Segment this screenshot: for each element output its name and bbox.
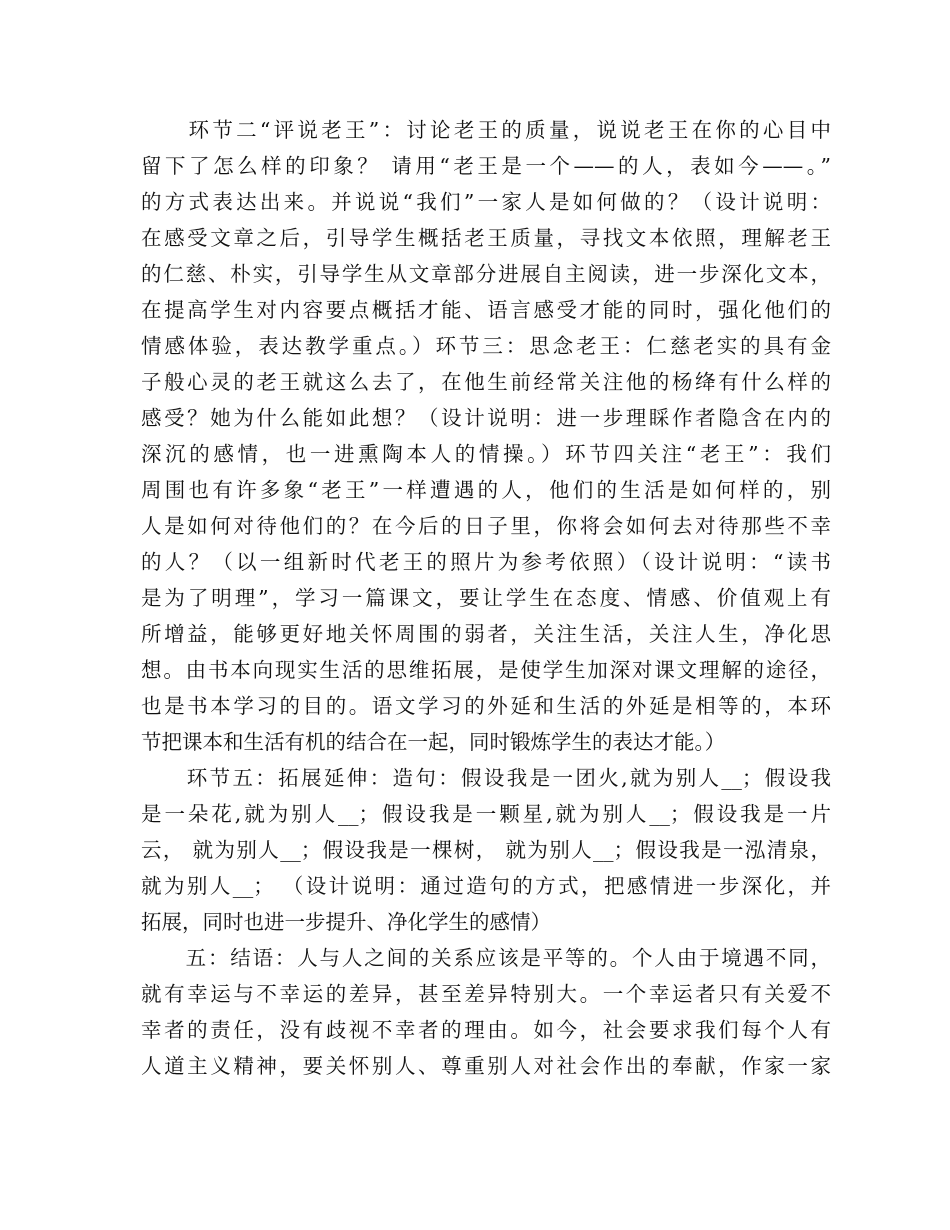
text-line: 的仁慈、朴实，引导学生从文章部分进展自主阅读，进一步深化文本， <box>141 262 831 286</box>
text-line: 拓展，同时也进一步提升、净化学生的感情） <box>141 910 551 934</box>
paragraph-segment-two <box>141 112 831 760</box>
text-line: 云， 就为别人__；假设我是一棵树， 就为别人__；假设我是一泓清泉， <box>141 838 831 862</box>
text-line: 的人？（以一组新时代老王的照片为参考依照）（设计说明：“读书 <box>141 550 831 574</box>
text-line: 周围也有许多象“老王”一样遭遇的人，他们的生活是如何样的，别 <box>141 478 831 502</box>
text-line: 环节二“评说老王”：讨论老王的质量，说说老王在你的心目中 <box>141 118 831 142</box>
text-line: 是一朵花,就为别人__；假设我是一颗星,就为别人__；假设我是一片 <box>141 802 831 826</box>
text-line: 人道主义精神，要关怀别人、尊重别人对社会作出的奉献，作家一家 <box>141 1054 831 1078</box>
text-line: 就有幸运与不幸运的差异，甚至差异特别大。一个幸运者只有关爱不 <box>141 982 831 1006</box>
text-line: 在提高学生对内容要点概括才能、语言感受才能的同时，强化他们的 <box>141 298 831 322</box>
text-line: 的方式表达出来。并说说“我们”一家人是如何做的？（设计说明： <box>141 190 831 214</box>
text-line: 节把课本和生活有机的结合在一起，同时锻炼学生的表达才能。） <box>141 730 726 754</box>
text-line: 感受？她为什么能如此想？（设计说明：进一步理睬作者隐含在内的 <box>141 406 831 430</box>
text-line: 是为了明理”，学习一篇课文，要让学生在态度、情感、价值观上有 <box>141 586 831 610</box>
paragraph-segment-five <box>141 760 831 940</box>
text-line: 留下了怎么样的印象？ 请用“老王是一个——的人，表如今——。” <box>141 154 831 178</box>
text-line: 人是如何对待他们的？在今后的日子里，你将会如何去对待那些不幸 <box>141 514 831 538</box>
text-line: 就为别人__； （设计说明：通过造句的方式，把感情进一步深化，并 <box>141 874 831 898</box>
paragraph-conclusion <box>141 940 831 1084</box>
text-line: 也是书本学习的目的。语文学习的外延和生活的外延是相等的，本环 <box>141 694 831 718</box>
text-line: 想。由书本向现实生活的思维拓展，是使学生加深对课文理解的途径， <box>141 658 831 682</box>
text-line: 在感受文章之后，引导学生概括老王质量，寻找文本依照，理解老王 <box>141 226 831 250</box>
text-line: 子般心灵的老王就这么去了，在他生前经常关注他的杨绛有什么样的 <box>141 370 831 394</box>
text-line: 幸者的责任，没有歧视不幸者的理由。如今，社会要求我们每个人有 <box>141 1018 831 1042</box>
text-line: 所增益，能够更好地关怀周围的弱者，关注生活，关注人生，净化思 <box>141 622 831 646</box>
text-line: 五：结语：人与人之间的关系应该是平等的。个人由于境遇不同， <box>141 946 831 970</box>
text-line: 深沉的感情，也一进熏陶本人的情操。）环节四关注“老王”：我们 <box>141 442 831 466</box>
text-line: 情感体验，表达教学重点。）环节三：思念老王：仁慈老实的具有金 <box>141 334 831 358</box>
document-page <box>141 112 831 1084</box>
text-line: 环节五：拓展延伸：造句：假设我是一团火,就为别人__；假设我 <box>141 766 831 790</box>
